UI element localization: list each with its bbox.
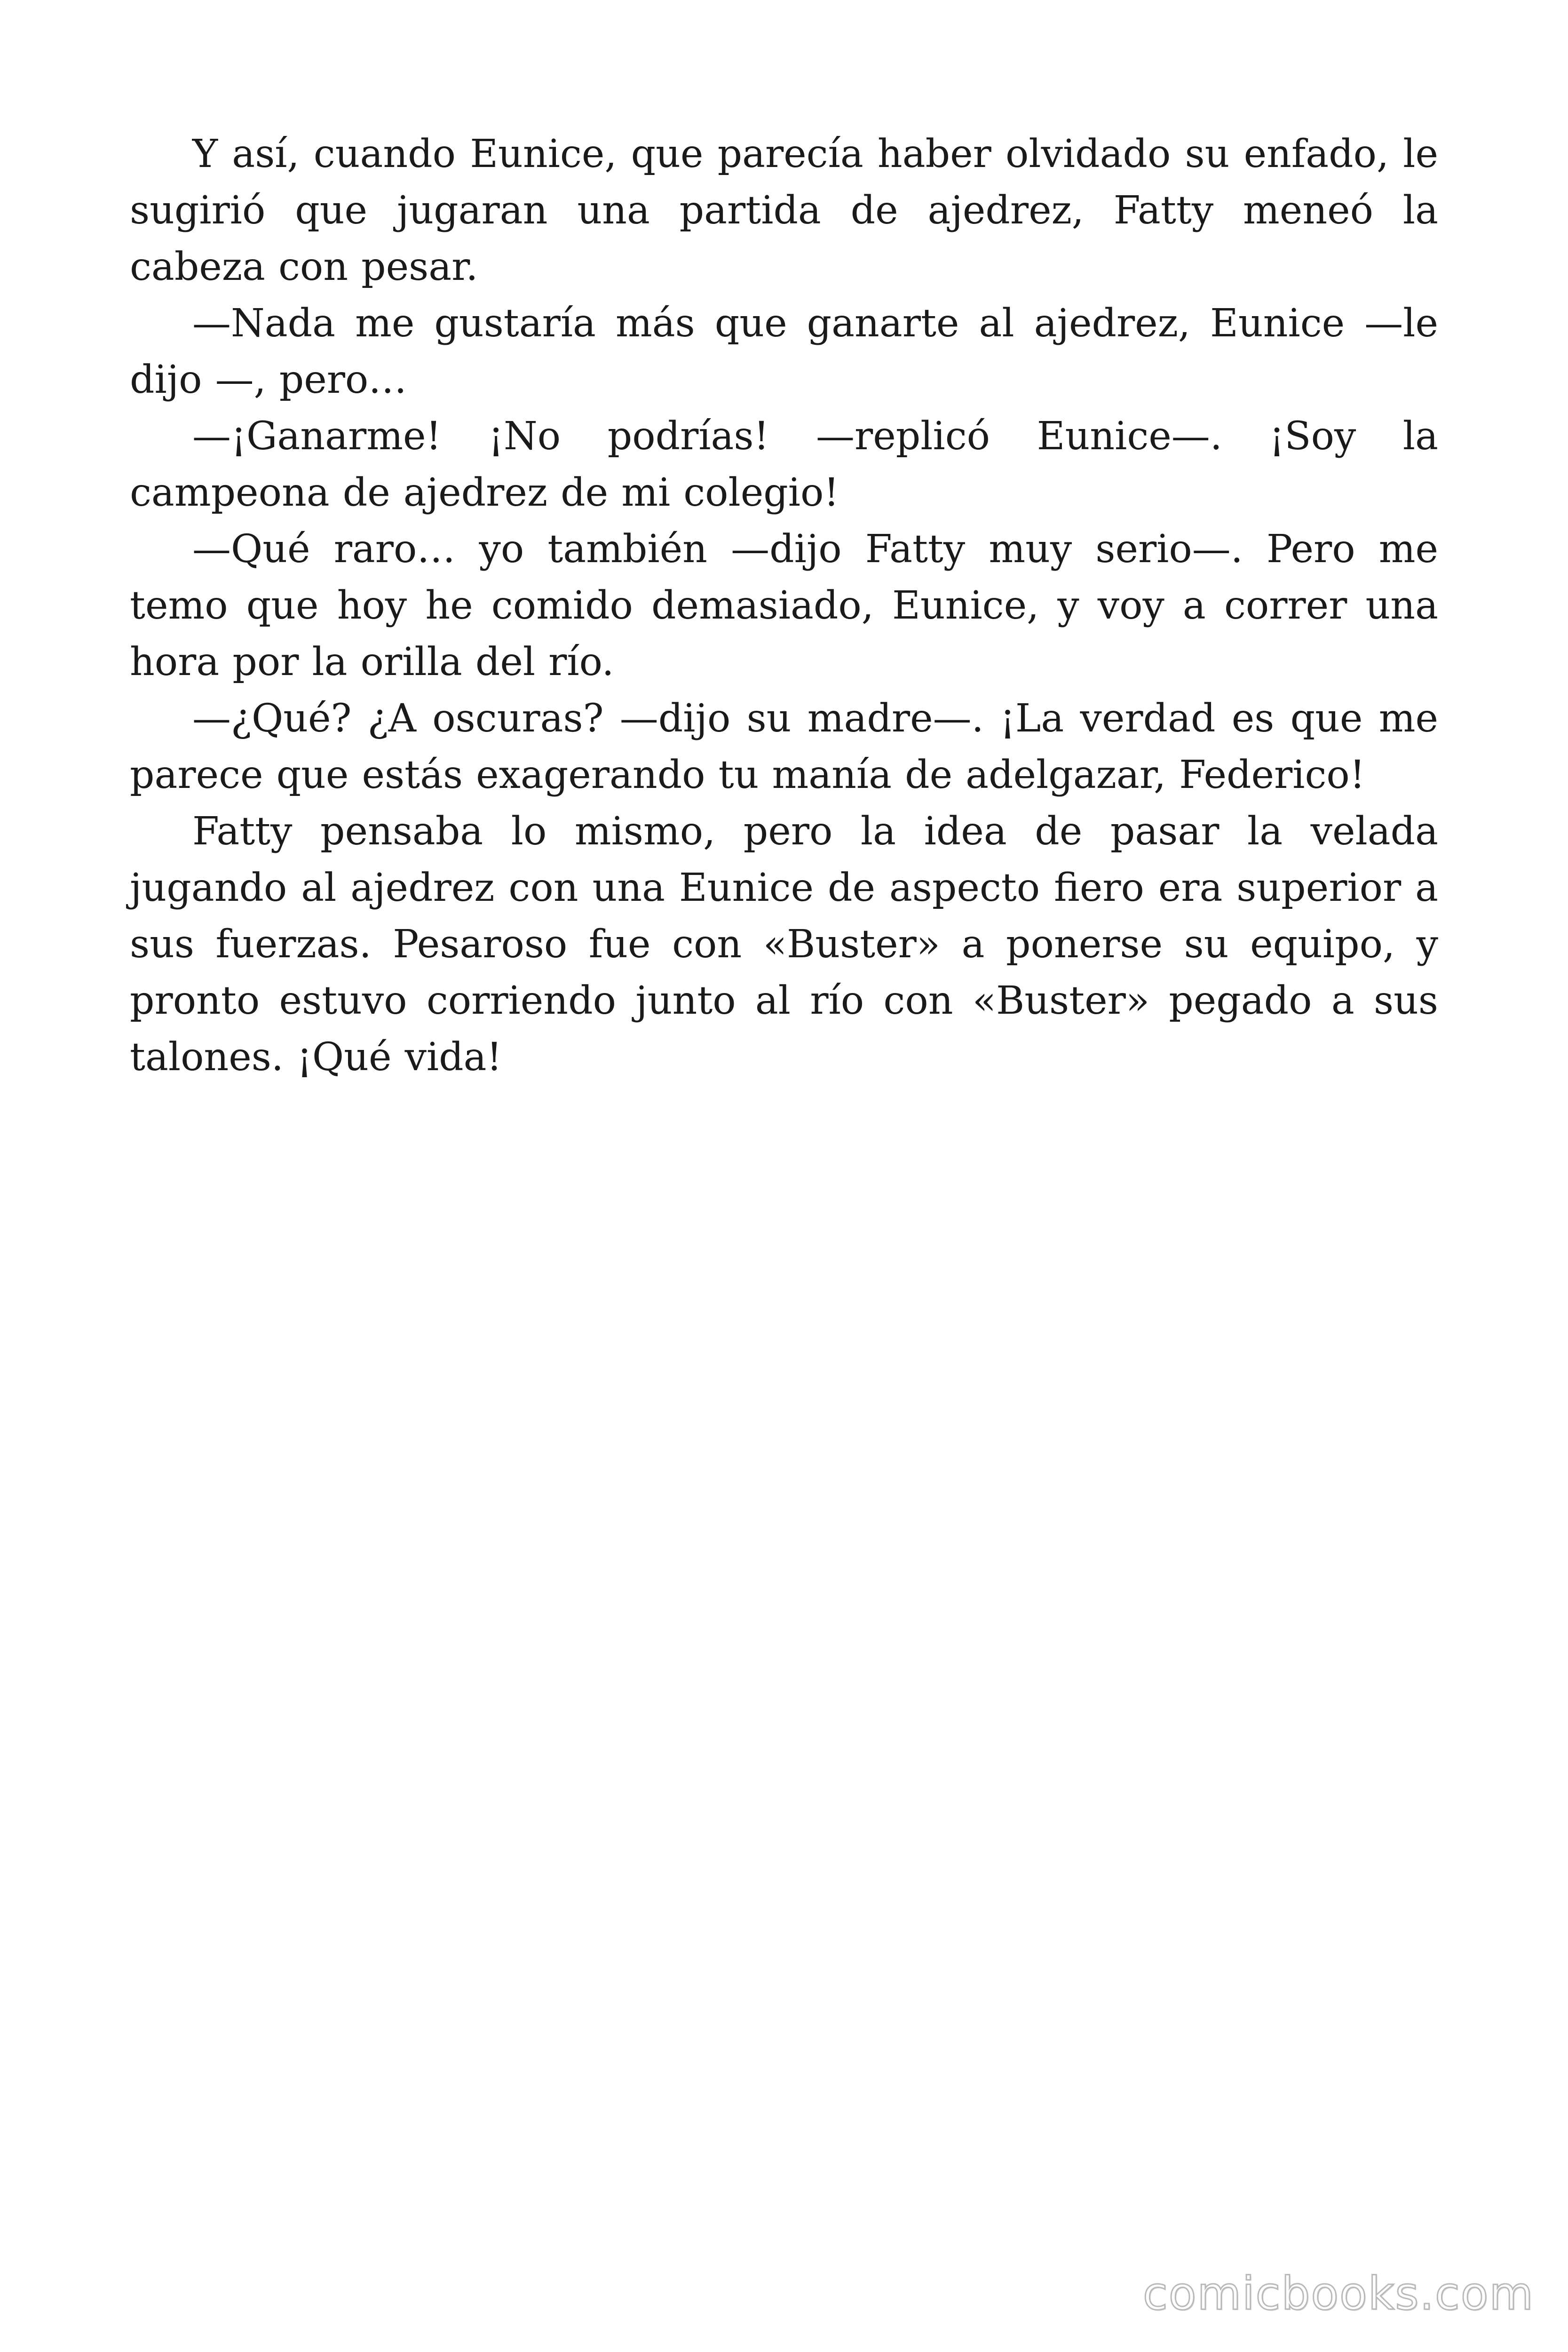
paragraph: —Qué raro… yo también —dijo Fatty muy serio—. Pero me temo que hoy he comido demasiado, Eunice, y voy a correr una hora por la orilla del río. (130, 527, 1438, 684)
paragraph: —Nada me gustaría más que ganarte al ajedrez, Eunice —le dijo —, pero… (130, 301, 1438, 402)
watermark: comicbooks.com (1142, 2267, 1534, 2320)
page-text-block (130, 126, 1438, 1086)
paragraph: —¿Qué? ¿A oscuras? —dijo su madre—. ¡La verdad es que me parece que estás exagerando tu manía de adelgazar, Federico! (130, 696, 1438, 797)
paragraph: —¡Ganarme! ¡No podrías! —replicó Eunice—. ¡Soy la campeona de ajedrez de mi colegio! (130, 414, 1438, 515)
paragraph: Fatty pensaba lo mismo, pero la idea de pasar la velada jugando al ajedrez con una Eunice de aspecto fiero era superior a sus fuerzas. Pesaroso fue con «Buster» a ponerse su equipo, y pronto estuvo corriendo junto al río con «Buster» pegado a sus talones. ¡Qué vida! (130, 809, 1438, 1080)
paragraph: Y así, cuando Eunice, que parecía haber olvidado su enfado, le sugirió que jugaran una partida de ajedrez, Fatty meneó la cabeza con pesar. (130, 132, 1438, 289)
